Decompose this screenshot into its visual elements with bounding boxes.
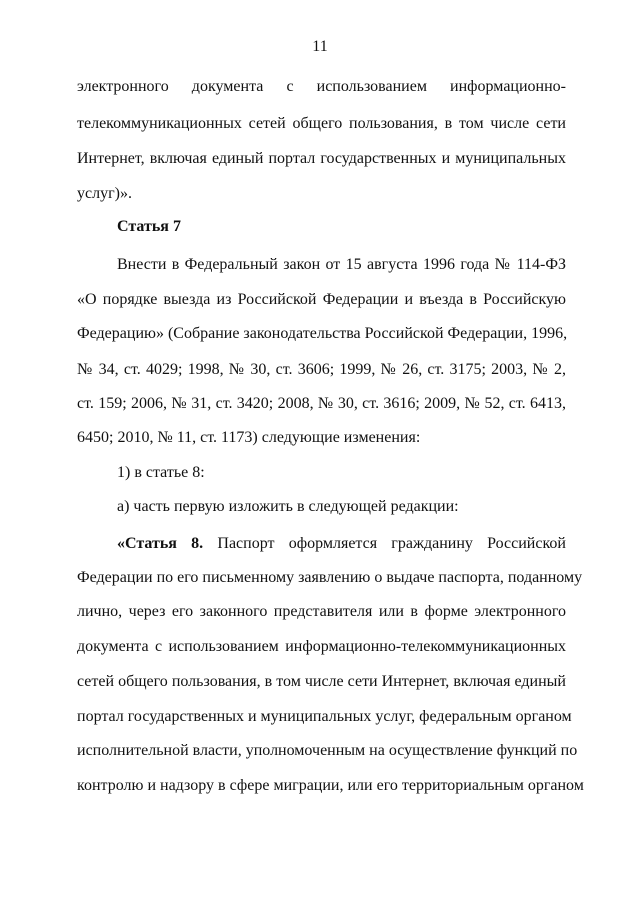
list-item: а) часть первую изложить в следующей редакции: (117, 498, 459, 515)
text-line: исполнительной власти, уполномоченным на осуществление функций по (77, 742, 578, 759)
article-heading: Статья 7 (117, 218, 181, 235)
text-line: электронного документа с использованием информационно- (77, 78, 566, 95)
text-line: № 34, ст. 4029; 1998, № 30, ст. 3606; 1999, № 26, ст. 3175; 2003, № 2, (77, 361, 566, 378)
text-line: лично, через его законного представителя или в форме электронного (77, 603, 566, 620)
text-line: 6450; 2010, № 11, ст. 1173) следующие изменения: (77, 429, 421, 446)
text-line: контролю и надзору в сфере миграции, или его территориальным органом (77, 777, 584, 794)
text-line: услуг)». (77, 185, 132, 202)
text-line: Федерацию» (Собрание законодательства Российской Федерации, 1996, (77, 325, 568, 342)
page-number: 11 (312, 38, 328, 55)
text-line: «О порядке выезда из Российской Федерации и въезда в Российскую (77, 291, 566, 308)
text-line: Федерации по его письменному заявлению о выдаче паспорта, поданному (77, 569, 583, 586)
text-line: документа с использованием информационно-телекоммуникационных (77, 638, 566, 655)
quoted-article-heading: «Статья 8. (117, 535, 204, 552)
text-line: телекоммуникационных сетей общего пользования, в том числе сети (77, 115, 566, 132)
text-line: Интернет, включая единый портал государственных и муниципальных (77, 150, 566, 167)
text-line: портал государственных и муниципальных услуг, федеральным органом (77, 708, 572, 725)
quoted-article-text: Паспорт оформляется гражданину Российской (203, 535, 566, 552)
text-line: Внести в Федеральный закон от 15 августа 1996 года № 114-ФЗ (117, 256, 566, 273)
text-line: ст. 159; 2006, № 31, ст. 3420; 2008, № 30, ст. 3616; 2009, № 52, ст. 6413, (77, 395, 566, 412)
quoted-article-line (117, 534, 566, 554)
list-item: 1) в статье 8: (117, 464, 205, 481)
text-line: сетей общего пользования, в том числе сети Интернет, включая единый (77, 673, 566, 690)
